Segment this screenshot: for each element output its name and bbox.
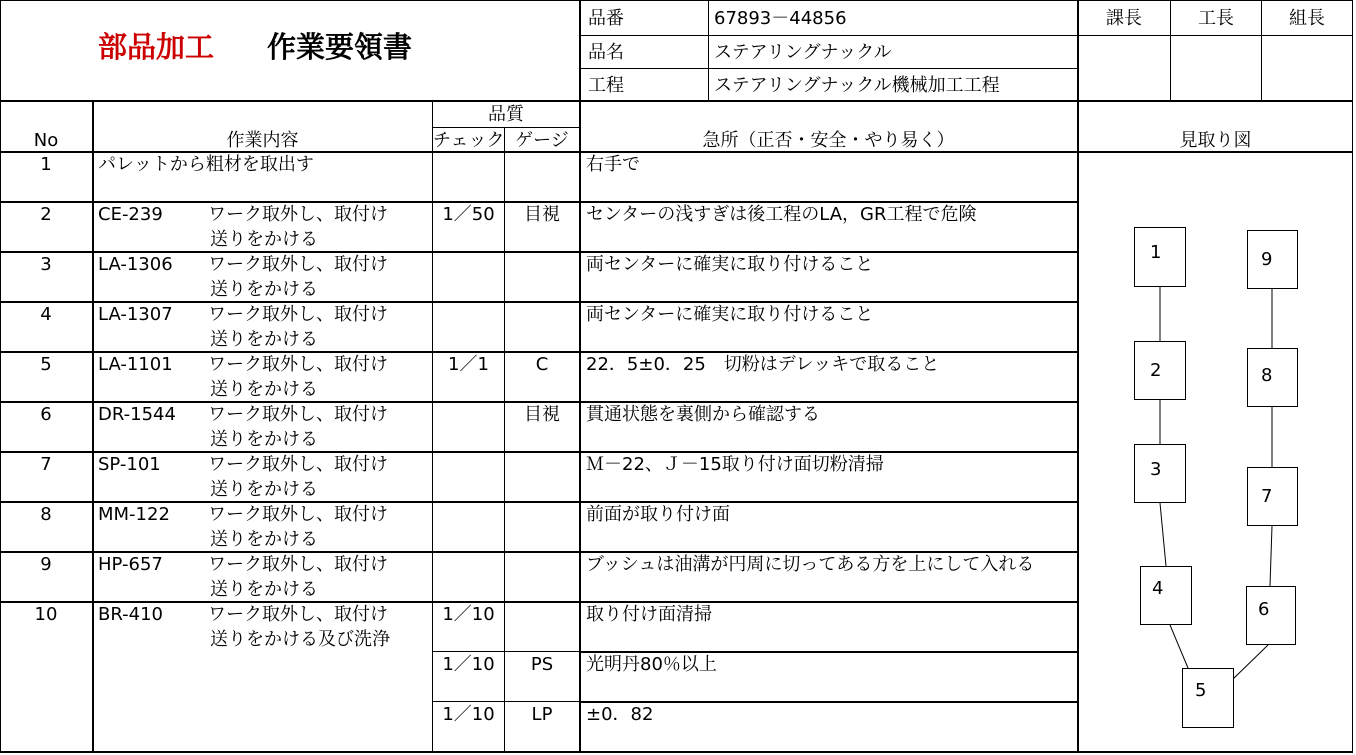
row-machine: パレットから粗材を取出す: [98, 154, 314, 175]
row-no: 3: [40, 254, 52, 275]
row-machine: LA-1307: [98, 304, 173, 325]
row-no: 1: [40, 154, 52, 175]
row-machine: DR-1544: [98, 404, 176, 425]
row-machine: MM-122: [98, 504, 170, 525]
row-no: 6: [40, 404, 52, 425]
row-operation: ワーク取外し、取付け: [208, 354, 388, 375]
row-check: 1／10: [442, 604, 495, 625]
diagram-box-3: 3: [1134, 444, 1186, 503]
col-check: チェック: [433, 130, 505, 151]
row-point: 取り付け面清掃: [586, 604, 712, 625]
diagram-box-4: 4: [1140, 566, 1192, 625]
row-no: 7: [40, 454, 52, 475]
row-operation-2: 送りをかける: [210, 579, 318, 600]
approval-section-chief: 課長: [1106, 8, 1142, 29]
part-no-value: 67893－44856: [714, 8, 847, 29]
part-name-value: ステアリングナックル: [714, 42, 892, 63]
col-no: No: [33, 130, 59, 151]
row-machine: LA-1101: [98, 354, 173, 375]
row-operation: ワーク取外し、取付け: [208, 504, 388, 525]
process-label: 工程: [588, 75, 624, 96]
row-point: 貫通状態を裏側から確認する: [586, 404, 820, 425]
row-operation-2: 送りをかける及び洗浄: [210, 629, 390, 650]
row-machine: BR-410: [98, 604, 163, 625]
diagram-box-8: 8: [1247, 348, 1298, 407]
part-no-label: 品番: [588, 8, 624, 29]
row-operation: ワーク取外し、取付け: [208, 454, 388, 475]
diagram-box-1: 1: [1134, 227, 1186, 287]
row-machine: LA-1306: [98, 254, 173, 275]
approval-foreman: 工長: [1198, 8, 1234, 29]
row-operation: ワーク取外し、取付け: [208, 204, 388, 225]
row-point: 右手で: [586, 154, 640, 175]
row-gauge: LP: [531, 704, 553, 725]
row-operation-2: 送りをかける: [210, 329, 318, 350]
col-gauge: ゲージ: [515, 130, 569, 151]
row-point: センターの浅すぎは後工程のLA，GR工程で危険: [586, 204, 977, 225]
diagram-box-5: 5: [1182, 668, 1234, 728]
row-point: ±0．82: [586, 704, 654, 725]
row-operation-2: 送りをかける: [210, 429, 318, 450]
row-no: 9: [40, 554, 52, 575]
row-machine: SP-101: [98, 454, 161, 475]
col-quality: 品質: [488, 104, 524, 125]
row-check: 1／10: [442, 704, 495, 725]
row-point: ブッシュは油溝が円周に切ってある方を上にして入れる: [586, 554, 1035, 575]
row-no: 2: [40, 204, 52, 225]
row-point: 両センターに確実に取り付けること: [586, 304, 874, 325]
row-point: Ｍ－22、Ｊ－15取り付け面切粉清掃: [586, 454, 884, 475]
row-gauge: PS: [530, 654, 554, 675]
col-diagram: 見取り図: [1179, 130, 1252, 151]
diagram-box-9: 9: [1247, 230, 1298, 289]
row-point: 両センターに確実に取り付けること: [586, 254, 874, 275]
row-operation-2: 送りをかける: [210, 279, 318, 300]
row-operation: ワーク取外し、取付け: [208, 604, 388, 625]
row-gauge: 目視: [524, 204, 560, 225]
row-operation-2: 送りをかける: [210, 479, 318, 500]
row-operation: ワーク取外し、取付け: [208, 554, 388, 575]
diagram-box-6: 6: [1246, 586, 1296, 645]
row-operation-2: 送りをかける: [210, 379, 318, 400]
approval-group-leader: 組長: [1289, 8, 1325, 29]
part-name-label: 品名: [588, 42, 624, 63]
title-part-processing: 部品加工: [98, 30, 215, 64]
row-point: 前面が取り付け面: [586, 504, 730, 525]
row-check: 1／1: [448, 354, 489, 375]
process-value: ステアリングナックル機械加工工程: [714, 75, 1000, 96]
row-gauge: C: [535, 354, 549, 375]
row-operation-2: 送りをかける: [210, 229, 318, 250]
row-check: 1／10: [442, 654, 495, 675]
col-content: 作業内容: [226, 130, 299, 151]
row-machine: HP-657: [98, 554, 163, 575]
row-no: 5: [40, 354, 52, 375]
row-gauge: 目視: [524, 404, 560, 425]
row-check: 1／50: [442, 204, 495, 225]
title-work-instructions: 作業要領書: [267, 30, 413, 64]
diagram-box-7: 7: [1247, 467, 1298, 526]
row-no: 4: [40, 304, 52, 325]
row-operation: ワーク取外し、取付け: [208, 404, 388, 425]
row-point: 22．5±0．25 切粉はデレッキで取ること: [586, 354, 940, 375]
row-operation-2: 送りをかける: [210, 529, 318, 550]
diagram-box-2: 2: [1134, 341, 1186, 400]
row-point: 光明丹80％以上: [586, 654, 717, 675]
row-no: 10: [34, 604, 58, 625]
row-no: 8: [40, 504, 52, 525]
row-machine: CE-239: [98, 204, 163, 225]
row-operation: ワーク取外し、取付け: [208, 304, 388, 325]
row-operation: ワーク取外し、取付け: [208, 254, 388, 275]
col-key-points: 急所（正否・安全・やり易く）: [702, 130, 955, 151]
